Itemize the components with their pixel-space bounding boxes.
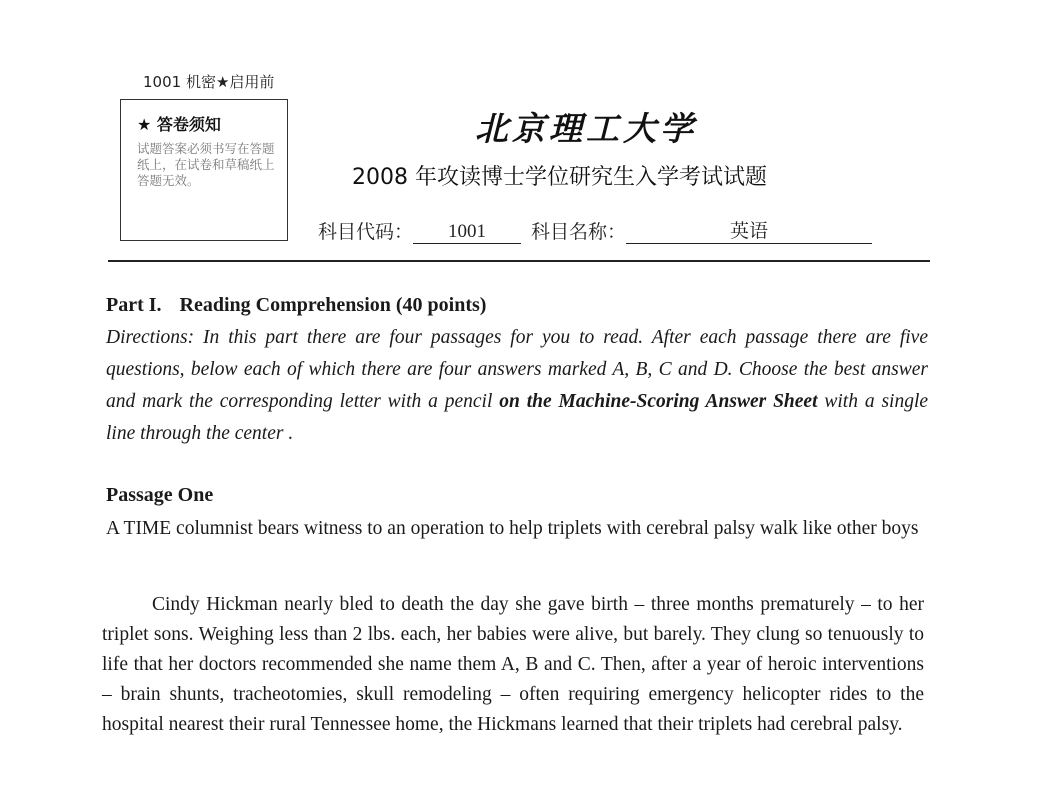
- directions-text-1: Directions: In this part there are four passages for you to read. After each passage there are five questions, below each of which there are four answers marked A, B, C and D. Choose the best answer and mark the corresponding letter with a pencil: [106, 327, 928, 412]
- subject-code-label: 科目代码：: [318, 221, 414, 243]
- header-divider: [108, 260, 930, 262]
- notice-body: 试题答案必须书写在答题纸上，在试卷和草稿纸上答题无效。: [137, 141, 275, 188]
- subject-name-label: 科目名称：: [531, 221, 627, 243]
- directions-bold: on the Machine-Scoring Answer Sheet: [499, 391, 818, 412]
- directions: [106, 322, 928, 450]
- answer-notice-box: [120, 99, 288, 241]
- passage-subtitle: A TIME columnist bears witness to an operation to help triplets with cerebral palsy walk like other boys: [106, 518, 919, 539]
- university-name: 北京理工大学: [475, 109, 697, 148]
- part-title: Reading Comprehension (40 points): [179, 294, 487, 316]
- part-number: Part I.: [106, 294, 162, 316]
- exam-title: 2008 年攻读博士学位研究生入学考试试题: [352, 165, 767, 190]
- subject-code: 1001: [413, 221, 521, 244]
- subject-info: [318, 214, 872, 244]
- subject-name: 英语: [626, 216, 872, 244]
- part-heading: [106, 294, 928, 317]
- passage-title: Passage One: [106, 484, 214, 506]
- directions-text-2: with a single line through the center .: [106, 391, 929, 444]
- passage-paragraph: Cindy Hickman nearly bled to death the day she gave birth – three months prematurely – to her triplet sons. Weighing less than 2 lbs. each, her babies were alive, but barely. They clung so tenuously to life that her doctors recommended she name them A, B and C. Then, after a year of heroic interventions – brain shunts, tracheotomies, skull remodeling – often requiring emergency helicopter rides to the hospital nearest their rural Tennessee home, the Hickmans learned that their triplets had cerebral palsy.: [102, 594, 924, 735]
- secret-label: 1001 机密★启用前: [143, 73, 275, 91]
- notice-title: ★ 答卷须知: [137, 115, 221, 134]
